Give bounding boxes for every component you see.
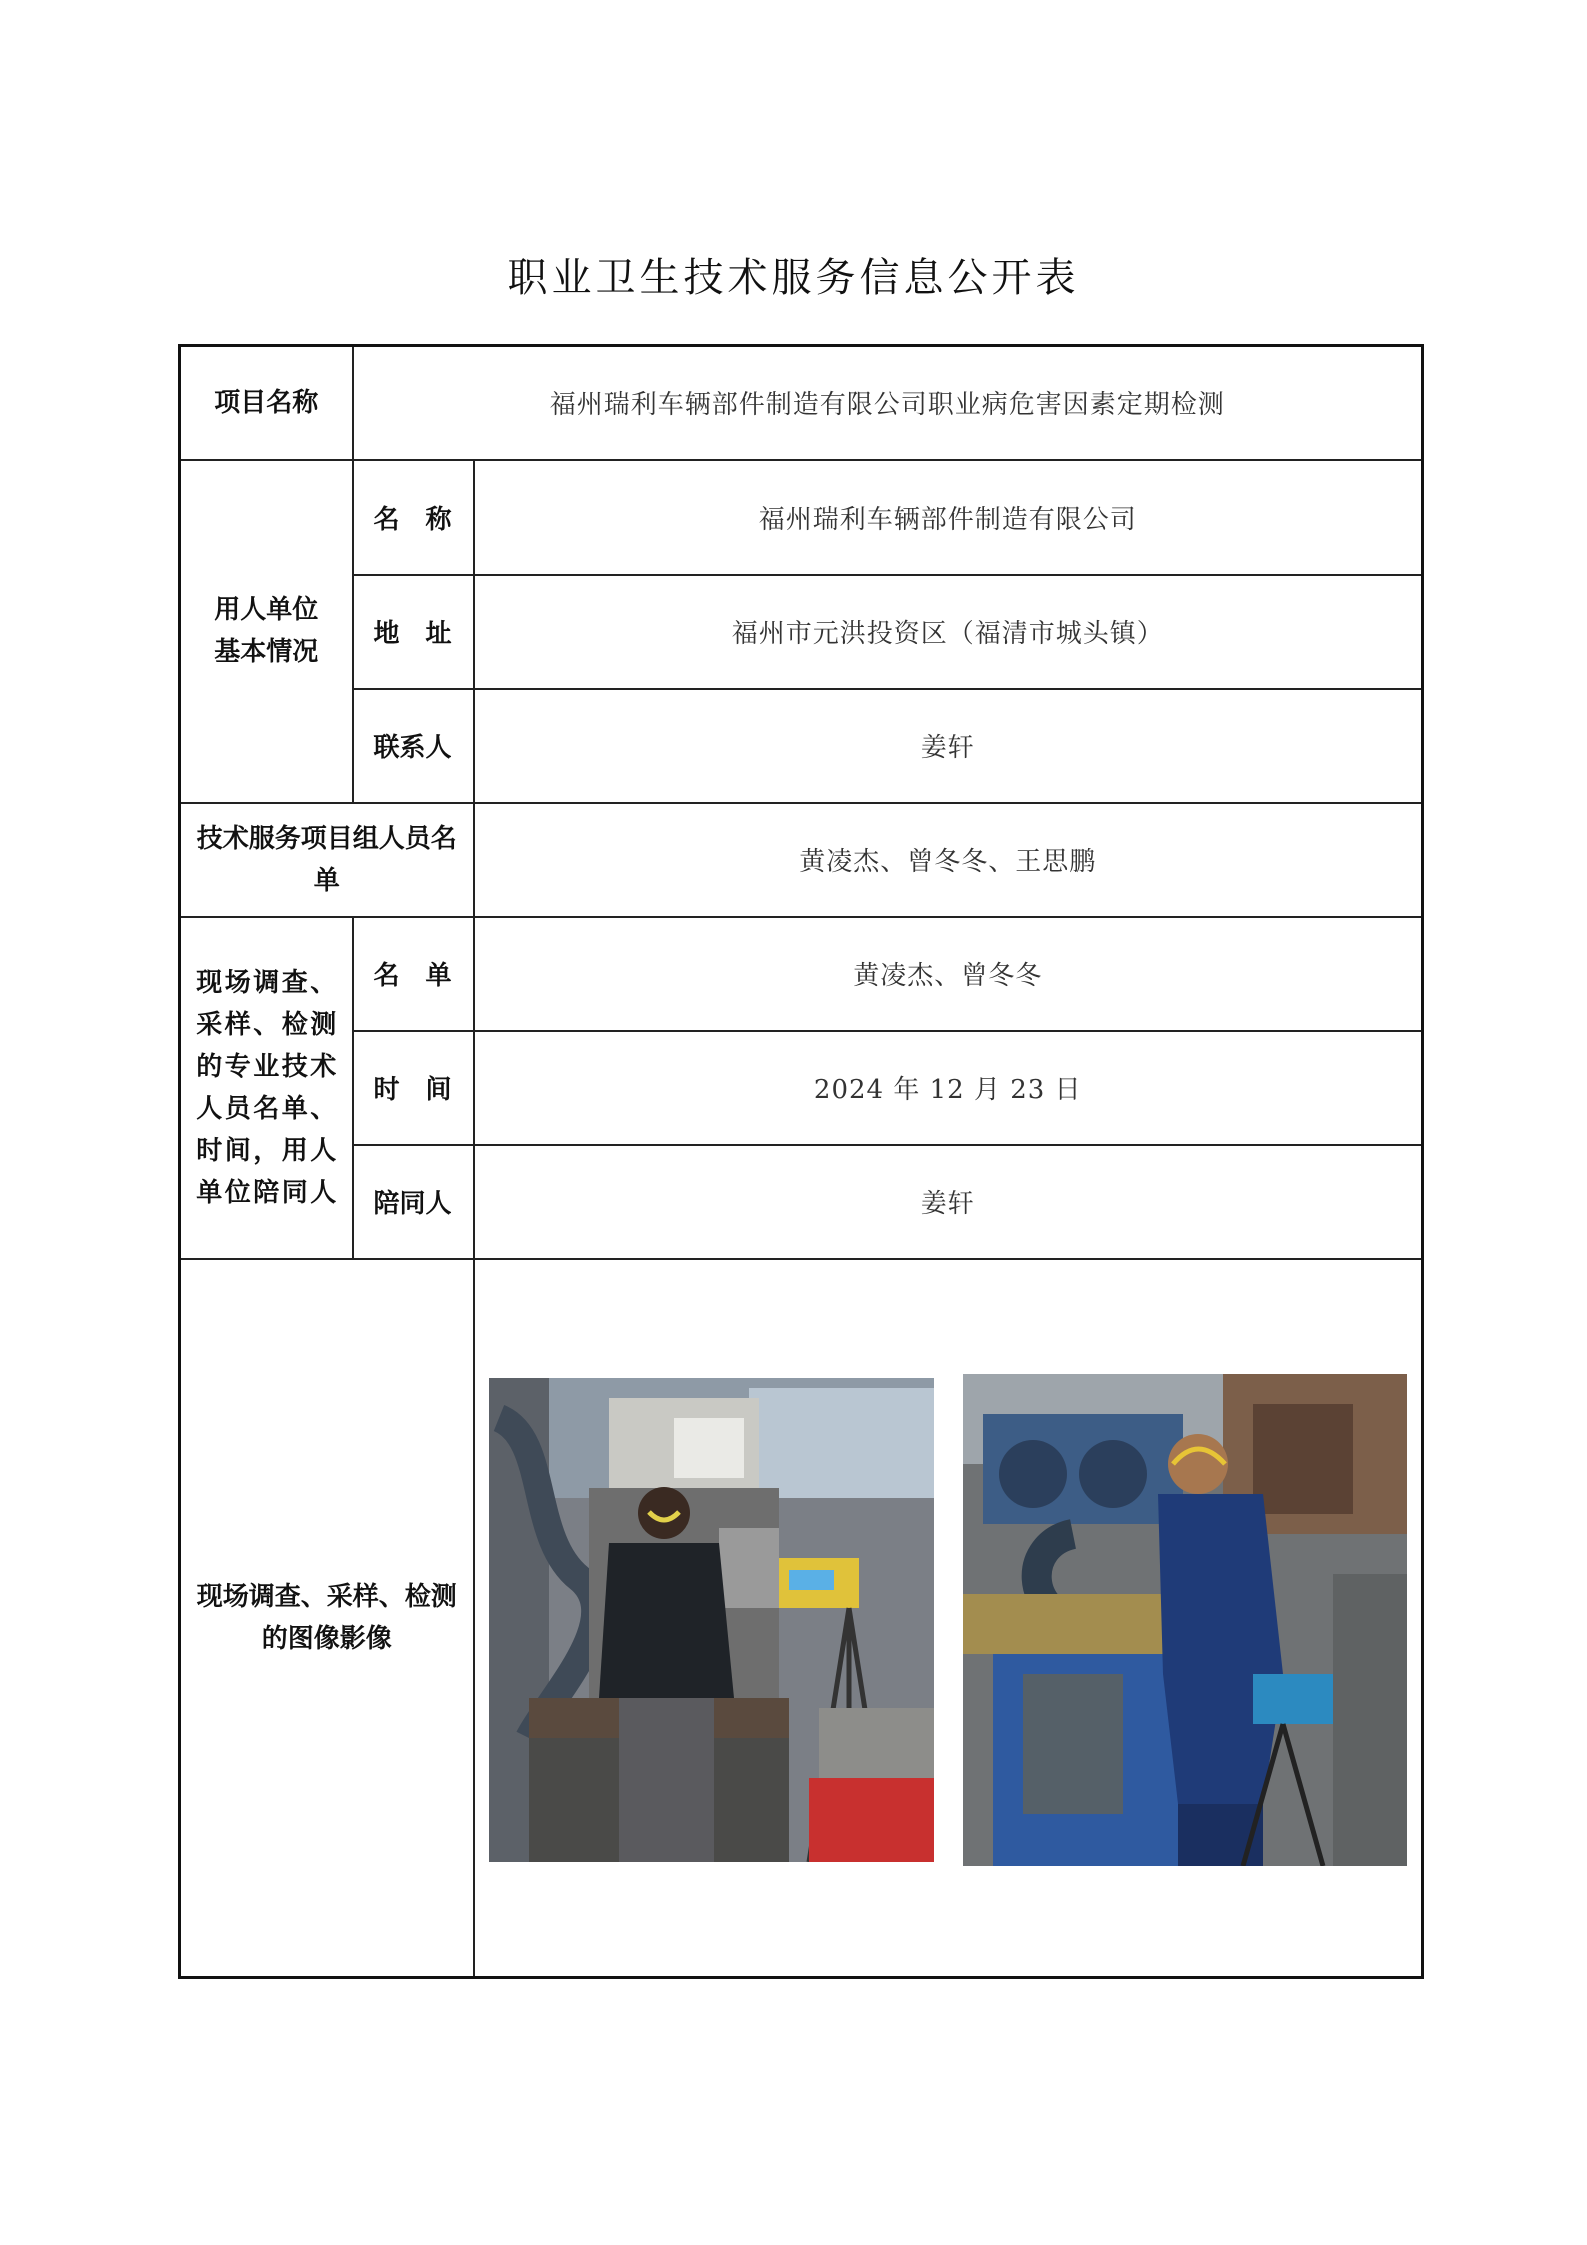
- row-team: [180, 803, 1423, 917]
- employer-name-label: 名 称: [353, 460, 474, 575]
- info-table: [178, 344, 1424, 1979]
- employer-contact-value: 姜轩: [474, 689, 1423, 803]
- site-photo-1: [489, 1378, 934, 1862]
- employer-label: [180, 460, 353, 803]
- employer-address-label: 地 址: [353, 575, 474, 689]
- survey-names-label: 名 单: [353, 917, 474, 1031]
- page-title: 职业卫生技术服务信息公开表: [507, 255, 1080, 301]
- project-label: 项目名称: [180, 346, 353, 460]
- survey-names-value: 黄凌杰、曾冬冬: [474, 917, 1423, 1031]
- survey-escort-label: 陪同人: [353, 1145, 474, 1259]
- survey-time-label: 时 间: [353, 1031, 474, 1145]
- row-survey-names: [180, 917, 1423, 1031]
- row-survey-time: [180, 1031, 1423, 1145]
- team-label-text: 技术服务项目组人员名单: [196, 823, 457, 896]
- site-photo-2: [963, 1374, 1407, 1866]
- team-value: 黄凌杰、曾冬冬、王思鹏: [474, 803, 1423, 917]
- images-label-text: 现场调查、采样、检测的图像影像: [196, 1581, 457, 1654]
- row-employer-name: [180, 460, 1423, 575]
- team-label: [180, 803, 474, 917]
- row-survey-escort: [180, 1145, 1423, 1259]
- photo-area: [475, 1260, 1422, 1976]
- row-images: [180, 1259, 1423, 1978]
- employer-name-value: 福州瑞利车辆部件制造有限公司: [474, 460, 1423, 575]
- survey-label: [180, 917, 353, 1259]
- images-cell: [474, 1259, 1423, 1978]
- employer-label-text: 用人单位基本情况: [214, 595, 319, 667]
- site-photo-2-image: [963, 1374, 1407, 1866]
- survey-label-text: 现场调查、采样、检测的专业技术人员名单、时间，用人单位陪同人: [196, 967, 337, 1208]
- row-project: [180, 346, 1423, 460]
- row-employer-contact: [180, 689, 1423, 803]
- employer-address-value: 福州市元洪投资区（福清市城头镇）: [474, 575, 1423, 689]
- site-photo-1-image: [489, 1378, 934, 1862]
- employer-contact-label: 联系人: [353, 689, 474, 803]
- images-label: [180, 1259, 474, 1978]
- survey-time-value: 2024 年 12 月 23 日: [474, 1031, 1423, 1145]
- project-value: 福州瑞利车辆部件制造有限公司职业病危害因素定期检测: [353, 346, 1423, 460]
- row-employer-address: [180, 575, 1423, 689]
- survey-escort-value: 姜轩: [474, 1145, 1423, 1259]
